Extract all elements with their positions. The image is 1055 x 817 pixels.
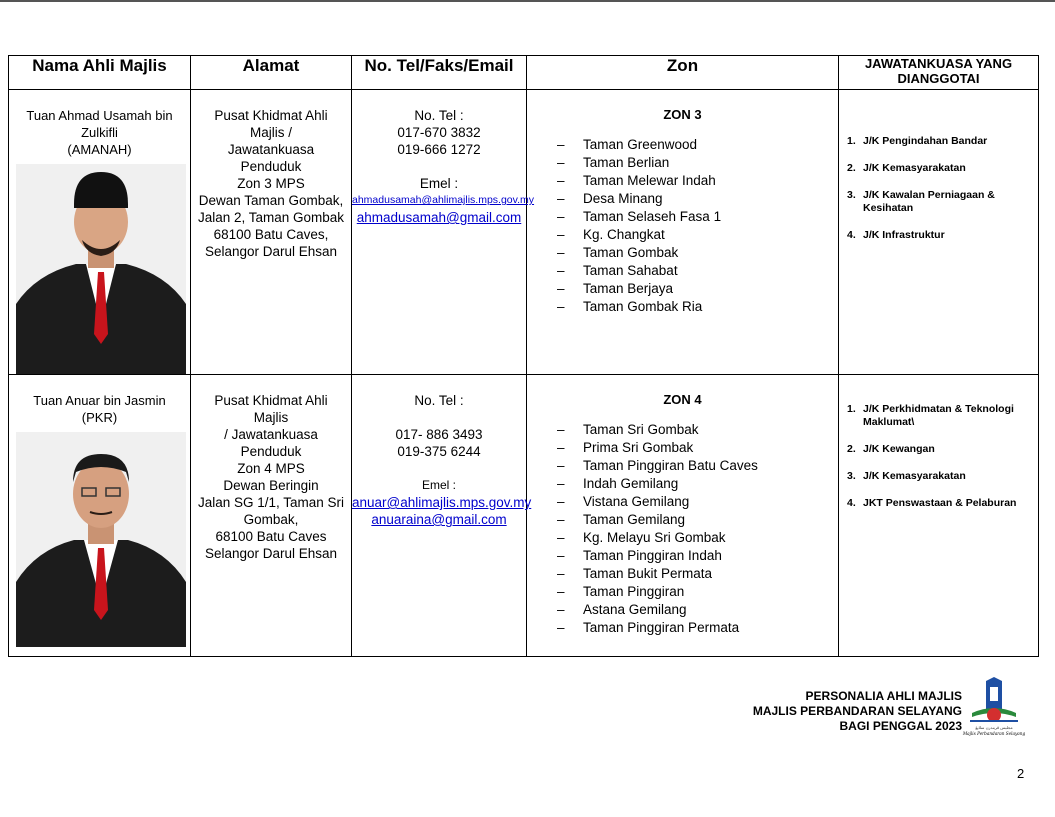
address-line: Jalan SG 1/1, Taman Sri (197, 495, 345, 510)
area-name: Prima Sri Gombak (583, 440, 694, 455)
mps-logo-icon (962, 679, 1026, 737)
list-item (557, 529, 838, 547)
list-item (557, 583, 838, 601)
zone-title: ZON 4 (663, 392, 702, 407)
area-name: Taman Berlian (583, 155, 670, 170)
area-name: Taman Bukit Permata (583, 566, 713, 581)
committee-list (839, 403, 1038, 510)
list-number: 4. (847, 229, 856, 241)
dash-bullet: – (557, 227, 565, 242)
member-cell (9, 90, 191, 375)
address-line: Zon 3 MPS (237, 176, 305, 191)
address-line: Zon 4 MPS (237, 461, 305, 476)
dash-bullet: – (557, 476, 565, 491)
header-jawatankuasa (839, 56, 1039, 90)
phone-number: 019-666 1272 (397, 142, 481, 157)
area-name: Taman Melewar Indah (583, 173, 716, 188)
dash-bullet: – (557, 173, 565, 188)
area-name: Taman Pinggiran Permata (583, 620, 740, 635)
header-jk-line1: JAWATANKUASA YANG (864, 56, 1013, 71)
address-line: Dewan Beringin (223, 478, 319, 493)
address-line: Selangor Darul Ehsan (204, 244, 338, 259)
member-party: (AMANAH) (67, 142, 132, 157)
list-item (557, 154, 838, 172)
list-number: 3. (847, 470, 856, 482)
list-item (557, 298, 838, 316)
member-photo (16, 164, 186, 374)
dash-bullet: – (557, 458, 565, 473)
area-name: Vistana Gemilang (583, 494, 690, 509)
tel-label: No. Tel : (414, 108, 464, 123)
area-name: Indah Gemilang (583, 476, 679, 491)
dash-bullet: – (557, 209, 565, 224)
contact-cell (352, 90, 535, 375)
tel-label: No. Tel : (414, 393, 464, 408)
email-link[interactable]: anuaraina@gmail.com (371, 512, 507, 527)
email-link[interactable]: ahmadusamah@gmail.com (356, 210, 522, 225)
list-item (557, 136, 838, 154)
member-photo (16, 432, 186, 647)
email-label: Emel : (419, 176, 459, 191)
phone-number: 017-670 3832 (397, 125, 481, 140)
address-line: Dewan Taman Gombak, (198, 193, 344, 208)
address-line: Selangor Darul Ehsan (204, 546, 338, 561)
zone-cell (527, 90, 839, 375)
svg-text:مجليس ڤربندرن سلايڠ: مجليس ڤربندرن سلايڠ (975, 725, 1013, 730)
list-item (557, 280, 838, 298)
area-name: Kg. Changkat (583, 227, 665, 242)
email-link[interactable]: anuar@ahlimajlis.mps.gov.my (352, 495, 532, 510)
area-name: Taman Selaseh Fasa 1 (583, 209, 722, 224)
list-item (557, 547, 838, 565)
area-name: Taman Gombak (583, 245, 679, 260)
dash-bullet: – (557, 566, 565, 581)
zone-area-list (527, 136, 838, 316)
committee-cell (839, 375, 1039, 657)
committee-name: J/K Infrastruktur (863, 229, 945, 241)
area-name: Astana Gemilang (583, 602, 687, 617)
list-number: 4. (847, 497, 856, 509)
dash-bullet: – (557, 299, 565, 314)
list-number: 1. (847, 135, 856, 147)
committee-name: J/K Pengindahan Bandar (863, 135, 988, 147)
area-name: Taman Gombak Ria (583, 299, 703, 314)
list-item (557, 511, 838, 529)
dash-bullet: – (557, 494, 565, 509)
list-item (557, 208, 838, 226)
list-item (557, 619, 838, 637)
area-name: Kg. Melayu Sri Gombak (583, 530, 726, 545)
address-cell (191, 90, 352, 375)
dash-bullet: – (557, 263, 565, 278)
address-line: Gombak, (243, 512, 299, 527)
contact-cell (352, 375, 532, 657)
list-number: 2. (847, 162, 856, 174)
header-zon: Zon (527, 56, 839, 90)
dash-bullet: – (557, 584, 565, 599)
top-rule (0, 0, 1055, 2)
footer-line: PERSONALIA AHLI MAJLIS (805, 689, 962, 703)
dash-bullet: – (557, 440, 565, 455)
list-item (557, 493, 838, 511)
dash-bullet: – (557, 155, 565, 170)
list-item (557, 172, 838, 190)
list-item (847, 470, 1038, 483)
dash-bullet: – (557, 191, 565, 206)
committee-name: J/K Kemasyarakatan (863, 470, 966, 482)
address-line: Jalan 2, Taman Gombak (197, 210, 345, 225)
committee-name: JKT Penswastaan & Pelaburan (863, 497, 1017, 509)
list-item (847, 162, 1038, 175)
list-item (847, 229, 1038, 242)
list-item (847, 443, 1038, 456)
phone-number: 019-375 6244 (397, 444, 481, 459)
address-line: / Jawatankuasa Penduduk (224, 427, 318, 459)
list-number: 2. (847, 443, 856, 455)
dash-bullet: – (557, 548, 565, 563)
header-jk-line2: DIANGGOTAI (897, 71, 980, 86)
logo-text: Majlis Perbandaran Selayang (962, 731, 1026, 736)
footer-line: BAGI PENGGAL 2023 (839, 719, 962, 733)
area-name: Taman Gemilang (583, 512, 686, 527)
list-item (557, 244, 838, 262)
table-row (9, 90, 1039, 375)
page-number: 2 (1017, 766, 1025, 781)
list-item (557, 421, 838, 439)
committee-name: J/K Kewangan (863, 443, 935, 455)
list-item (847, 403, 1038, 429)
member-cell (9, 375, 191, 657)
dash-bullet: – (557, 137, 565, 152)
list-item (557, 190, 838, 208)
table-row (9, 375, 1039, 657)
address-line: 68100 Batu Caves (215, 529, 327, 544)
header-alamat: Alamat (191, 56, 352, 90)
footer-line: MAJLIS PERBANDARAN SELAYANG (752, 704, 962, 718)
list-item (557, 565, 838, 583)
email-link[interactable]: ahmadusamah@ahlimajlis.mps.gov.my (352, 194, 535, 206)
zone-cell (527, 375, 839, 657)
member-party: (PKR) (81, 410, 118, 425)
list-item (847, 135, 1038, 148)
area-name: Taman Berjaya (583, 281, 674, 296)
member-name: Tuan Anuar bin Jasmin (33, 393, 166, 408)
list-item (847, 497, 1038, 510)
zone-title: ZON 3 (663, 107, 702, 122)
committee-list (839, 135, 1038, 242)
dash-bullet: – (557, 245, 565, 260)
zone-area-list (527, 421, 838, 637)
member-name: Tuan Ahmad Usamah bin Zulkifli (26, 108, 173, 140)
area-name: Taman Sahabat (583, 263, 678, 278)
dash-bullet: – (557, 422, 565, 437)
area-name: Taman Pinggiran Batu Caves (583, 458, 758, 473)
area-name: Taman Pinggiran (583, 584, 685, 599)
committee-name: J/K Perkhidmatan & Teknologi Maklumat\ (863, 403, 1014, 428)
header-tel: No. Tel/Faks/Email (352, 56, 527, 90)
area-name: Taman Greenwood (583, 137, 698, 152)
list-number: 1. (847, 403, 856, 415)
address-cell (191, 375, 352, 657)
dash-bullet: – (557, 530, 565, 545)
address-line: 68100 Batu Caves, (213, 227, 329, 242)
header-nama: Nama Ahli Majlis (9, 56, 191, 90)
list-item (557, 226, 838, 244)
list-number: 3. (847, 189, 856, 201)
list-item (557, 262, 838, 280)
committee-name: J/K Kawalan Perniagaan & Kesihatan (863, 189, 995, 214)
dash-bullet: – (557, 512, 565, 527)
header-row (9, 56, 1039, 90)
dash-bullet: – (557, 620, 565, 635)
address-line: Pusat Khidmat Ahli Majlis (214, 393, 328, 425)
list-item (557, 601, 838, 619)
council-members-table (8, 55, 1039, 657)
list-item (847, 189, 1038, 215)
committee-cell (839, 90, 1039, 375)
list-item (557, 439, 838, 457)
address-line: Pusat Khidmat Ahli Majlis / (214, 108, 328, 140)
list-item (557, 457, 838, 475)
footer-title (753, 689, 962, 734)
email-label: Emel : (421, 478, 456, 492)
address-line: Jawatankuasa Penduduk (227, 142, 315, 174)
committee-name: J/K Kemasyarakatan (863, 162, 966, 174)
area-name: Taman Sri Gombak (583, 422, 699, 437)
area-name: Desa Minang (583, 191, 663, 206)
phone-number: 017- 886 3493 (395, 427, 483, 442)
area-name: Taman Pinggiran Indah (583, 548, 722, 563)
dash-bullet: – (557, 281, 565, 296)
dash-bullet: – (557, 602, 565, 617)
list-item (557, 475, 838, 493)
